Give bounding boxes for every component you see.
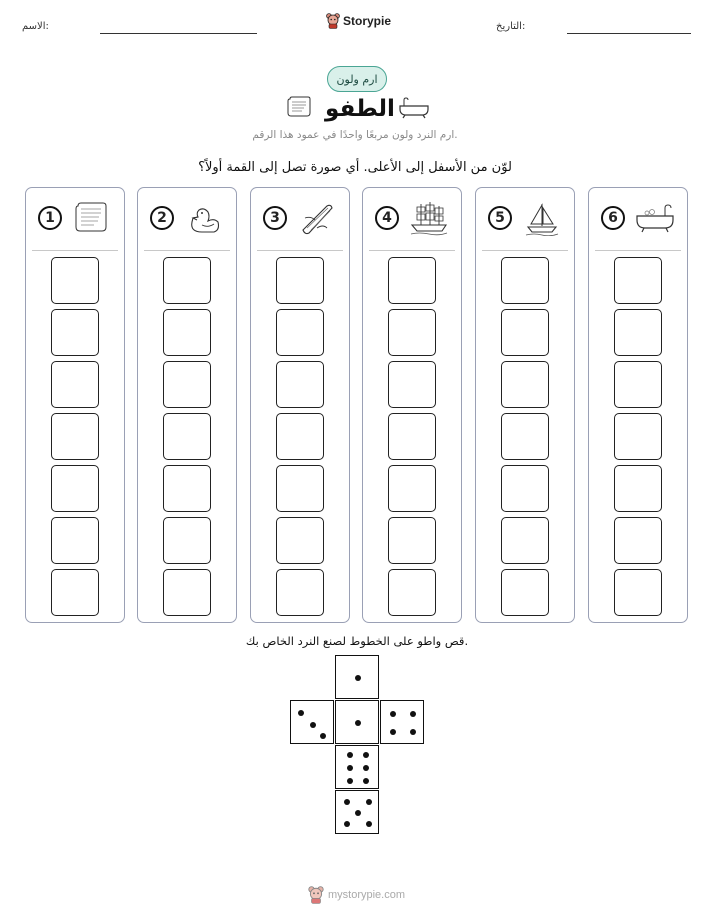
dice-pip: [320, 733, 326, 739]
activity-badge: ارم ولون: [327, 66, 387, 92]
column-divider: [144, 250, 230, 251]
column-6: [588, 187, 688, 623]
dice-pip: [355, 675, 361, 681]
color-square[interactable]: [51, 569, 99, 616]
dice-pip: [310, 722, 316, 728]
color-square[interactable]: [388, 413, 436, 460]
dice-pip: [355, 810, 361, 816]
date-label: التاريخ:: [496, 21, 526, 32]
color-square[interactable]: [51, 309, 99, 356]
dice-pip: [363, 778, 369, 784]
dice-pip: [410, 729, 416, 735]
question-text: لوّن من الأسفل إلى الأعلى. أي صورة تصل إلى القمة أولاً؟: [198, 160, 512, 175]
column-divider: [369, 250, 455, 251]
dice-pip: [366, 799, 372, 805]
color-square[interactable]: [388, 257, 436, 304]
dice-pip: [344, 799, 350, 805]
color-square[interactable]: [51, 413, 99, 460]
date-line: [567, 33, 691, 34]
logo-text: Storypie: [343, 14, 392, 28]
color-square[interactable]: [163, 257, 211, 304]
color-square[interactable]: [276, 309, 324, 356]
dice-pip: [366, 821, 372, 827]
column-5: [475, 187, 575, 623]
column-number: 2: [150, 206, 174, 230]
color-square[interactable]: [501, 517, 549, 564]
color-square[interactable]: [614, 413, 662, 460]
color-square[interactable]: [614, 309, 662, 356]
dice-face-center: [335, 700, 379, 744]
name-label: الاسم:: [22, 21, 49, 32]
dice-pip: [363, 752, 369, 758]
color-square[interactable]: [501, 465, 549, 512]
color-square[interactable]: [388, 517, 436, 564]
color-square[interactable]: [276, 257, 324, 304]
dice-pip: [355, 720, 361, 726]
color-square[interactable]: [614, 361, 662, 408]
dice-pip: [347, 752, 353, 758]
rubber-duck-icon: [184, 200, 224, 236]
dice-pip: [410, 711, 416, 717]
column-1: [25, 187, 125, 623]
bathtub-icon: [635, 200, 675, 236]
storypie-logo: [326, 13, 391, 29]
dice-pip: [347, 778, 353, 784]
instructions-text: ارم النرد ولون مربعًا واحدًا في عمود هذا الرقم.: [252, 129, 458, 141]
dice-face-left: [290, 700, 334, 744]
column-number: 4: [375, 206, 399, 230]
dice-face-right: [380, 700, 424, 744]
dice-pip: [390, 729, 396, 735]
column-number: 5: [488, 206, 512, 230]
bear-icon: [326, 13, 340, 29]
color-square[interactable]: [501, 257, 549, 304]
color-square[interactable]: [276, 413, 324, 460]
color-square[interactable]: [501, 309, 549, 356]
scroll-icon: [72, 200, 112, 236]
column-number: 1: [38, 206, 62, 230]
dice-face-bottom: [335, 790, 379, 834]
sailboat-icon: [522, 200, 562, 236]
column-divider: [595, 250, 681, 251]
dice-pip: [298, 710, 304, 716]
color-square[interactable]: [163, 569, 211, 616]
color-square[interactable]: [51, 465, 99, 512]
color-square[interactable]: [276, 465, 324, 512]
dice-pip: [390, 711, 396, 717]
color-square[interactable]: [51, 517, 99, 564]
color-square[interactable]: [614, 465, 662, 512]
page-title: الطفو: [325, 96, 395, 122]
color-square[interactable]: [614, 517, 662, 564]
color-square[interactable]: [388, 361, 436, 408]
color-square[interactable]: [501, 569, 549, 616]
bathtub-title-icon: [398, 97, 430, 119]
color-square[interactable]: [51, 257, 99, 304]
color-square[interactable]: [163, 517, 211, 564]
column-3: [250, 187, 350, 623]
column-number: 3: [263, 206, 287, 230]
dice-pip: [363, 765, 369, 771]
color-square[interactable]: [388, 569, 436, 616]
dice-pip: [344, 821, 350, 827]
color-square[interactable]: [501, 413, 549, 460]
column-2: [137, 187, 237, 623]
color-square[interactable]: [614, 569, 662, 616]
column-divider: [482, 250, 568, 251]
bear-footer-icon: [308, 886, 324, 904]
color-square[interactable]: [388, 465, 436, 512]
footer-text: mystorypie.com: [328, 889, 406, 901]
name-line: [100, 33, 257, 34]
sailing-ship-icon: [409, 200, 449, 236]
column-divider: [257, 250, 343, 251]
color-square[interactable]: [614, 257, 662, 304]
rolled-map-icon: [297, 200, 337, 236]
color-square[interactable]: [163, 465, 211, 512]
color-square[interactable]: [501, 361, 549, 408]
color-square[interactable]: [163, 361, 211, 408]
dice-pip: [347, 765, 353, 771]
color-square[interactable]: [163, 413, 211, 460]
cut-instruction: قص واطو على الخطوط لصنع النرد الخاص بك.: [245, 634, 469, 648]
column-4: [362, 187, 462, 623]
color-square[interactable]: [51, 361, 99, 408]
color-square[interactable]: [163, 309, 211, 356]
dice-face-top: [335, 655, 379, 699]
column-number: 6: [601, 206, 625, 230]
dice-face-lower: [335, 745, 379, 789]
footer: [308, 886, 405, 904]
color-square[interactable]: [276, 517, 324, 564]
color-square[interactable]: [388, 309, 436, 356]
color-square[interactable]: [276, 361, 324, 408]
column-divider: [32, 250, 118, 251]
color-square[interactable]: [276, 569, 324, 616]
scroll-title-icon: [286, 95, 312, 119]
